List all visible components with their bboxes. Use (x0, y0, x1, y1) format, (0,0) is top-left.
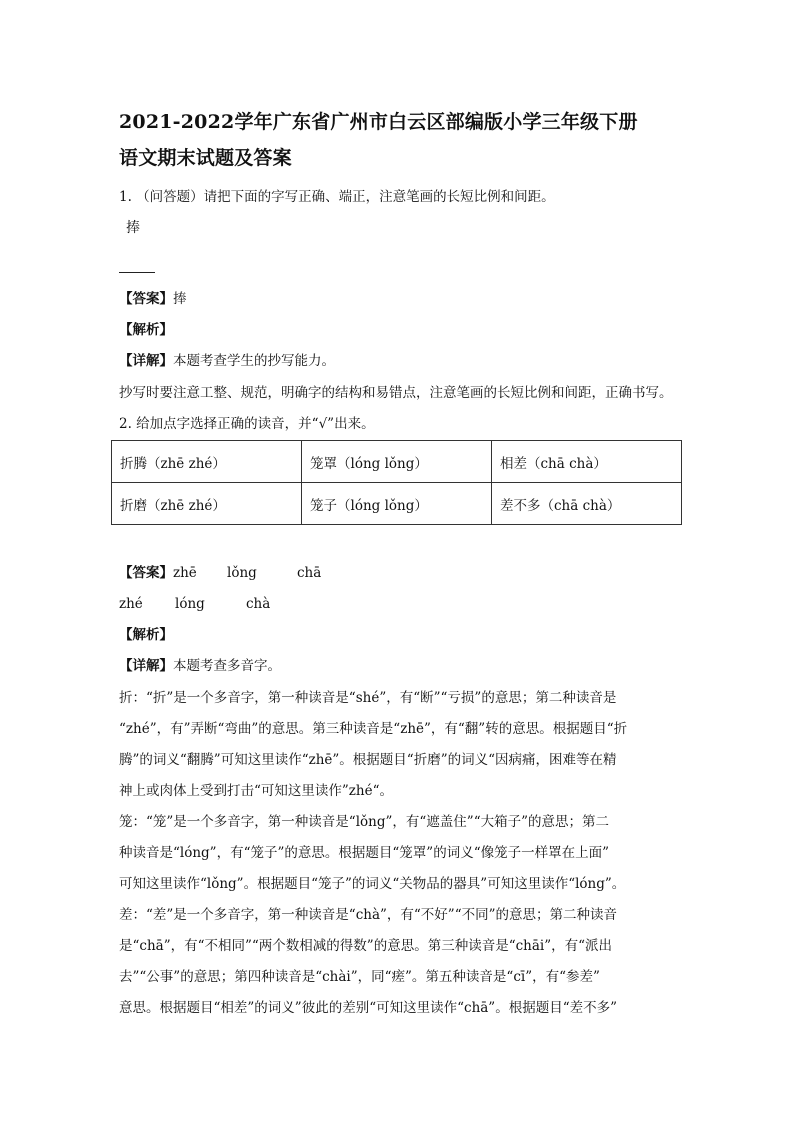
q1-answer (119, 289, 187, 309)
explanation-line: 是“chā”，有“不相同”“两个数相减的得数”的意思。第三种读音是“chāi”，有“派出 (119, 938, 613, 954)
explanation-line: 意思。根据题目“相差”的词义”彼此的差别“可知这里读作“chā”。根据题目“差不多” (119, 1000, 618, 1016)
answer-value: lǒng (227, 565, 257, 581)
q1-prompt: 1. （问答题）请把下面的字写正确、端正，注意笔画的长短比例和间距。 (119, 189, 555, 205)
q2-answer-row-2 (119, 594, 270, 614)
table-row (112, 483, 682, 525)
table-cell: 笼子（lóng lǒng） (302, 483, 492, 525)
answer-label: 【答案】 (119, 565, 173, 581)
explanation-line: 种读音是“lóng”，有“笼子”的意思。根据题目“笼罩”的词义“像笼子一样罩在上面” (119, 845, 609, 861)
explanation-line: 腾”的词义“翻腾”可知这里读作“zhē”。根据题目“折磨”的词义“因病痛，困难等在精 (119, 752, 617, 768)
answer-label: 【答案】 (119, 291, 173, 307)
q1-detail (119, 351, 335, 371)
table-row (112, 441, 682, 483)
analysis-label: 【解析】 (119, 627, 173, 643)
explanation-line: 去”“公事”的意思；第四种读音是“chài”，同“瘥”。第五种读音是“cī”，有“参差” (119, 969, 600, 985)
page-title (119, 104, 719, 176)
answer-value: 捧 (173, 291, 187, 307)
answer-value: zhē (173, 565, 197, 581)
detail-text: 本题考查多音字。 (173, 658, 281, 674)
answer-value: chà (246, 596, 271, 612)
detail-text: 本题考查学生的抄写能力。 (173, 353, 335, 369)
q1-character: 捧 (126, 220, 140, 236)
explanation-line: 笼：“笼”是一个多音字，第一种读音是“lǒng”，有“遮盖住”“大箱子”的意思；第二 (119, 814, 609, 830)
explanation-line: “zhé”，有”弄断“弯曲”的意思。第三种读音是“zhē”，有“翻”转的意思。根据题目“折 (119, 721, 628, 737)
table-cell: 相差（chā chà） (492, 441, 682, 483)
q1-answer-blank-line (119, 272, 155, 273)
title-line-2: 语文期末试题及答案 (119, 147, 292, 169)
q1-detail-2: 抄写时要注意工整、规范，明确字的结构和易错点，注意笔画的长短比例和间距，正确书写。 (119, 385, 673, 401)
answer-value: zhé (119, 596, 143, 612)
q2-detail (119, 656, 281, 676)
answer-value: chā (297, 565, 322, 581)
q2-analysis-label (119, 625, 173, 645)
table-cell: 笼罩（lóng lǒng） (302, 441, 492, 483)
title-line-1: 2021-2022学年广东省广州市白云区部编版小学三年级下册 (119, 111, 638, 133)
pinyin-choice-table (111, 440, 682, 525)
table-cell: 折磨（zhē zhé） (112, 483, 302, 525)
table-cell: 差不多（chā chà） (492, 483, 682, 525)
answer-value: lóng (175, 596, 205, 612)
detail-label: 【详解】 (119, 658, 173, 674)
table-cell: 折腾（zhē zhé） (112, 441, 302, 483)
q2-prompt: 2. 给加点字选择正确的读音，并“√”出来。 (119, 416, 375, 432)
explanation-line: 可知这里读作“lǒng”。根据题目“笼子”的词义“关物品的器具”可知这里读作“lóng”。 (119, 876, 626, 892)
detail-label: 【详解】 (119, 353, 173, 369)
q2-answer-row-1 (119, 563, 321, 583)
explanation-line: 神上或肉体上受到打击“可知这里读作”zhé“。 (119, 783, 394, 799)
explanation-line: 折：“折”是一个多音字，第一种读音是“shé”，有“断”“亏损”的意思；第二种读音是 (119, 690, 617, 706)
analysis-label: 【解析】 (119, 322, 173, 338)
q1-analysis-label (119, 320, 173, 340)
explanation-line: 差：“差”是一个多音字，第一种读音是“chà”，有“不好”“不同”的意思；第二种读音 (119, 907, 618, 923)
